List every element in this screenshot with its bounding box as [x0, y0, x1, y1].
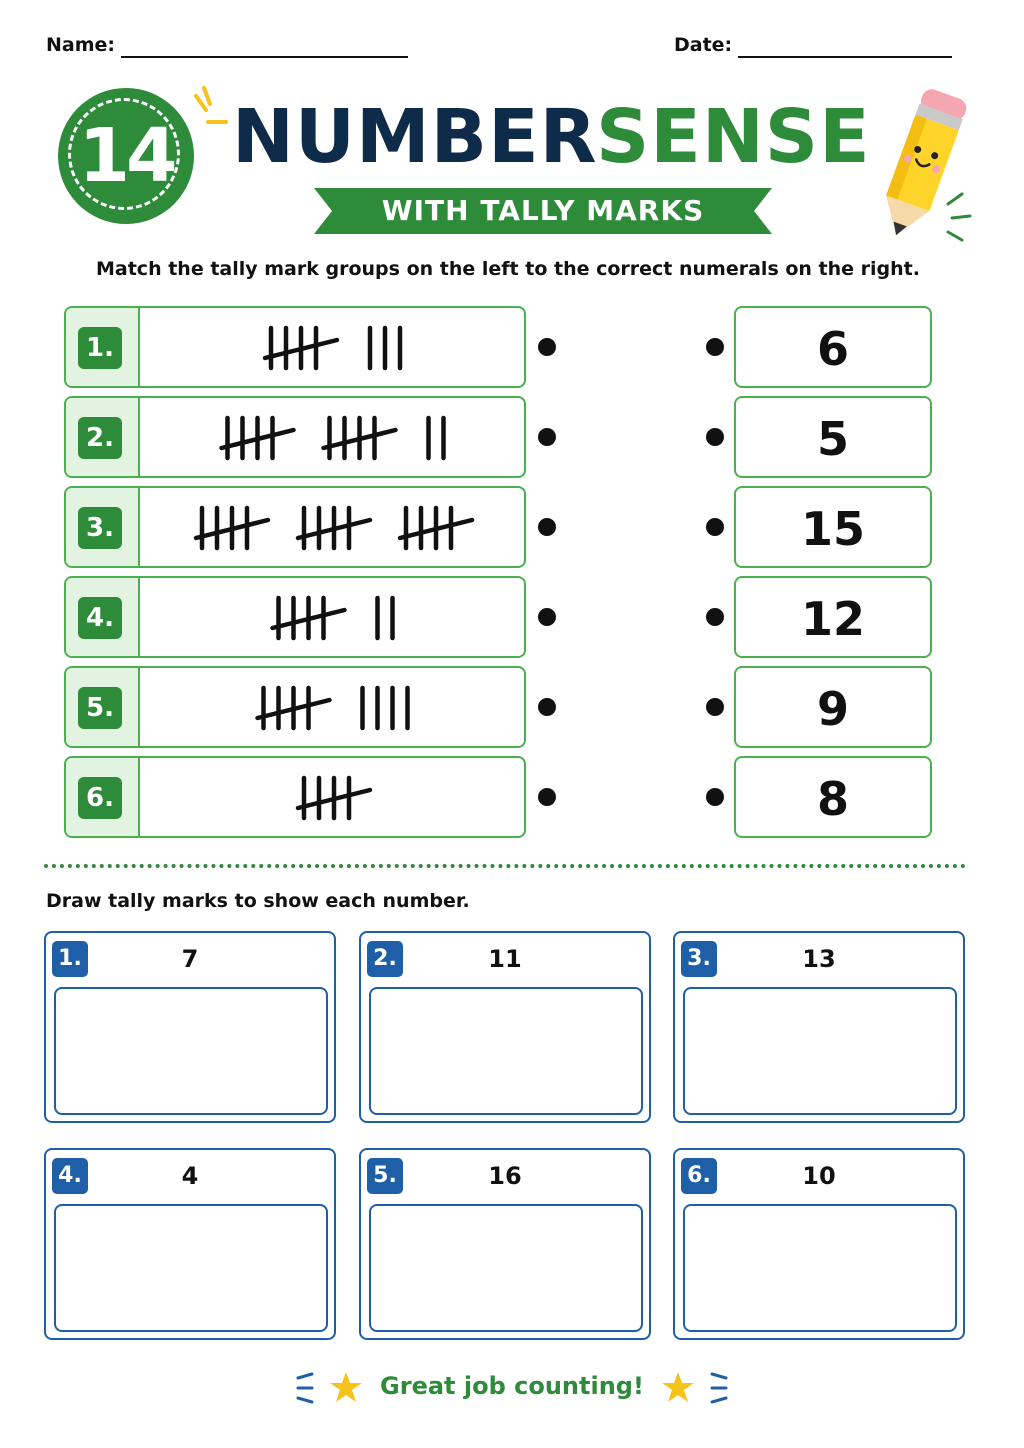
match-dot-left[interactable] [538, 608, 556, 626]
draw-target-number: 10 [802, 1162, 836, 1190]
draw-instruction: Draw tally marks to show each number. [46, 890, 470, 912]
tally-row [64, 396, 526, 478]
tally-row [64, 486, 526, 568]
match-dot-right[interactable] [706, 428, 724, 446]
draw-answer-area[interactable] [369, 1204, 643, 1332]
draw-number-badge: 6. [681, 1158, 717, 1194]
date-field[interactable] [738, 56, 952, 58]
numeral-card: 5 [734, 396, 932, 478]
footer-message: Great job counting! [380, 1372, 644, 1400]
draw-answer-area[interactable] [54, 987, 328, 1115]
lesson-number: 14 [78, 113, 174, 199]
draw-answer-area[interactable] [683, 987, 957, 1115]
draw-target-number: 16 [488, 1162, 522, 1190]
tally-row [64, 756, 526, 838]
match-dot-right[interactable] [706, 698, 724, 716]
date-label: Date: [674, 34, 733, 56]
numeral-card: 12 [734, 576, 932, 658]
tally-marks [142, 758, 526, 836]
match-instruction: Match the tally mark groups on the left to the correct numerals on the right. [96, 258, 920, 280]
numeral-card: 6 [734, 306, 932, 388]
draw-answer-area[interactable] [369, 987, 643, 1115]
footer-star-right [660, 1368, 730, 1408]
tally-row [64, 306, 526, 388]
draw-target-number: 11 [488, 945, 522, 973]
draw-target-number: 7 [181, 945, 199, 973]
numeral-card: 15 [734, 486, 932, 568]
row-number-badge: 5. [78, 687, 122, 729]
draw-number-badge: 2. [367, 941, 403, 977]
draw-number-badge: 3. [681, 941, 717, 977]
numeral-card: 9 [734, 666, 932, 748]
tally-marks [142, 488, 526, 566]
match-dot-right[interactable] [706, 788, 724, 806]
draw-target-number: 13 [802, 945, 836, 973]
name-label: Name: [46, 34, 116, 56]
match-dot-left[interactable] [538, 428, 556, 446]
row-number-badge: 1. [78, 327, 122, 369]
draw-target-number: 4 [181, 1162, 199, 1190]
draw-box [44, 931, 336, 1123]
sparkle-icon [188, 84, 232, 140]
match-dot-left[interactable] [538, 698, 556, 716]
match-dot-left[interactable] [538, 338, 556, 356]
numeral-card: 8 [734, 756, 932, 838]
title-subtitle: WITH TALLY MARKS [381, 194, 705, 227]
match-dot-right[interactable] [706, 608, 724, 626]
draw-number-badge: 4. [52, 1158, 88, 1194]
draw-answer-area[interactable] [683, 1204, 957, 1332]
draw-box [359, 1148, 651, 1340]
tally-marks [142, 398, 526, 476]
name-field[interactable] [121, 56, 408, 58]
title-sense: SENSE [596, 94, 871, 180]
draw-answer-area[interactable] [54, 1204, 328, 1332]
match-dot-left[interactable] [538, 518, 556, 536]
row-number-badge: 6. [78, 777, 122, 819]
row-number-badge: 2. [78, 417, 122, 459]
draw-number-badge: 1. [52, 941, 88, 977]
draw-box [44, 1148, 336, 1340]
pencil-mascot-icon [862, 82, 980, 252]
title-number: NUMBER [232, 94, 598, 180]
draw-box [673, 931, 965, 1123]
tally-marks [142, 578, 526, 656]
draw-box [359, 931, 651, 1123]
tally-row [64, 666, 526, 748]
tally-marks [142, 308, 526, 386]
tally-marks [142, 668, 526, 746]
match-dot-right[interactable] [706, 518, 724, 536]
section-divider [44, 864, 966, 868]
row-number-badge: 3. [78, 507, 122, 549]
match-dot-right[interactable] [706, 338, 724, 356]
row-number-badge: 4. [78, 597, 122, 639]
draw-box [673, 1148, 965, 1340]
tally-row [64, 576, 526, 658]
draw-number-badge: 5. [367, 1158, 403, 1194]
footer-star-left [296, 1368, 366, 1408]
match-dot-left[interactable] [538, 788, 556, 806]
